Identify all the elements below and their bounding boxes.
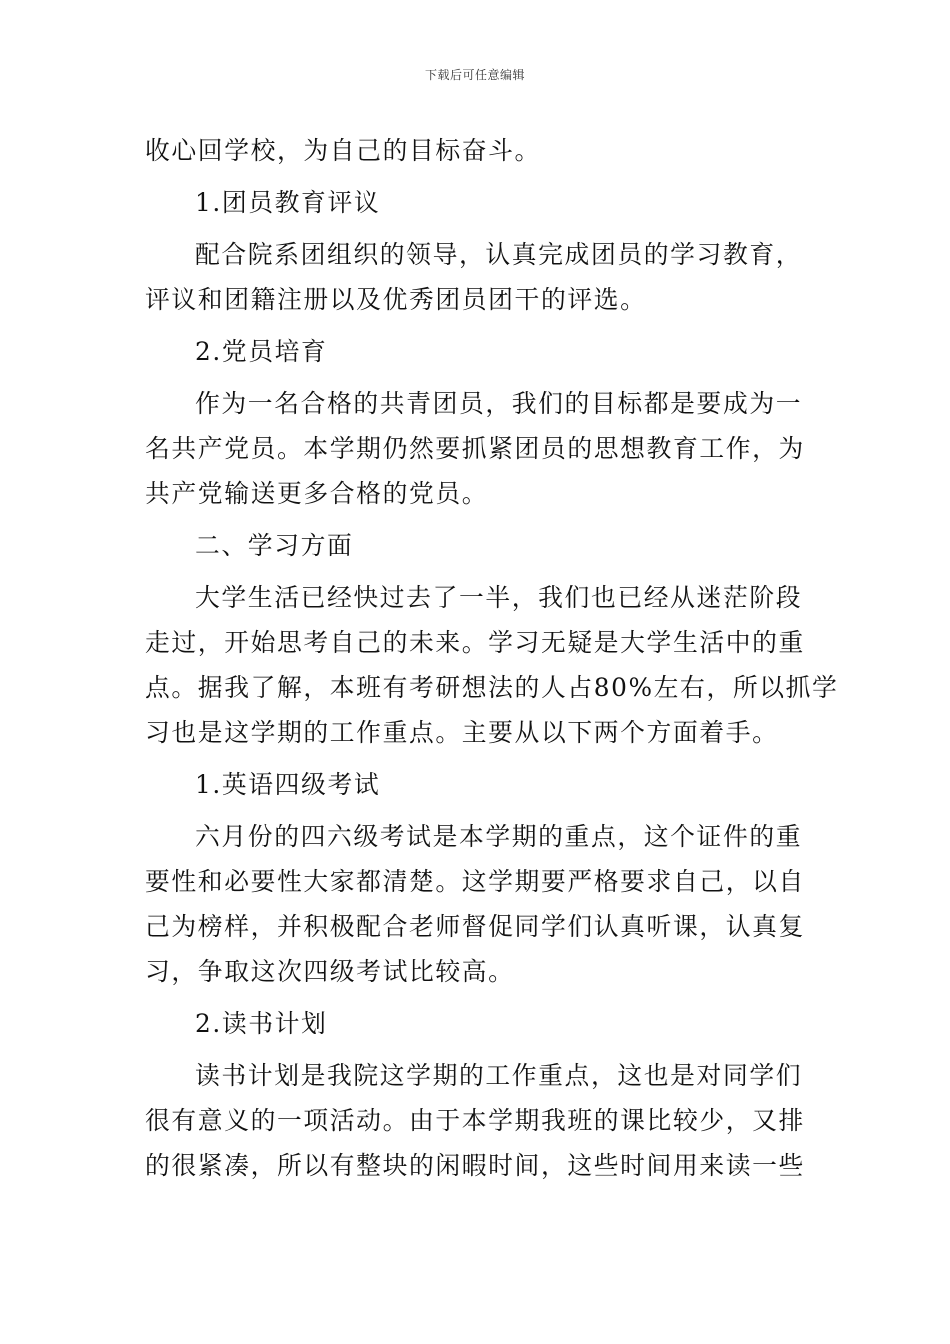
text-line: 1.团员教育评议	[195, 188, 381, 217]
text-line: 点。据我了解，本班有考研想法的人占80%左右，所以抓学	[145, 673, 839, 702]
text-line: 习也是这学期的工作重点。主要从以下两个方面着手。	[145, 718, 779, 747]
text-line: 二、学习方面	[195, 531, 354, 560]
text-line: 名共产党员。本学期仍然要抓紧团员的思想教育工作，为	[145, 434, 805, 463]
header-note: 下载后可任意编辑	[424, 68, 525, 82]
text-line: 1.英语四级考试	[195, 770, 381, 799]
document-body	[145, 128, 839, 1188]
text-line: 六月份的四六级考试是本学期的重点，这个证件的重	[195, 822, 803, 851]
text-line: 评议和团籍注册以及优秀团员团干的评选。	[145, 285, 647, 314]
text-line: 要性和必要性大家都清楚。这学期要严格要求自己，以自	[145, 867, 805, 896]
text-line: 的很紧凑，所以有整块的闲暇时间，这些时间用来读一些	[145, 1151, 805, 1180]
text-line: 共产党输送更多合格的党员。	[145, 479, 489, 508]
text-line: 走过，开始思考自己的未来。学习无疑是大学生活中的重	[145, 628, 805, 657]
text-line: 读书计划是我院这学期的工作重点，这也是对同学们	[195, 1061, 803, 1090]
text-line: 己为榜样，并积极配合老师督促同学们认真听课，认真复	[145, 912, 805, 941]
text-line: 配合院系团组织的领导，认真完成团员的学习教育，	[195, 240, 803, 269]
text-line: 收心回学校，为自己的目标奋斗。	[145, 136, 541, 165]
text-line: 习，争取这次四级考试比较高。	[145, 957, 515, 986]
text-line: 很有意义的一项活动。由于本学期我班的课比较少，又排	[145, 1106, 805, 1135]
text-line: 作为一名合格的共青团员，我们的目标都是要成为一	[195, 389, 803, 418]
text-line: 2.党员培育	[195, 337, 328, 366]
text-line: 2.读书计划	[195, 1009, 328, 1038]
text-line: 大学生活已经快过去了一半，我们也已经从迷茫阶段	[195, 583, 803, 612]
